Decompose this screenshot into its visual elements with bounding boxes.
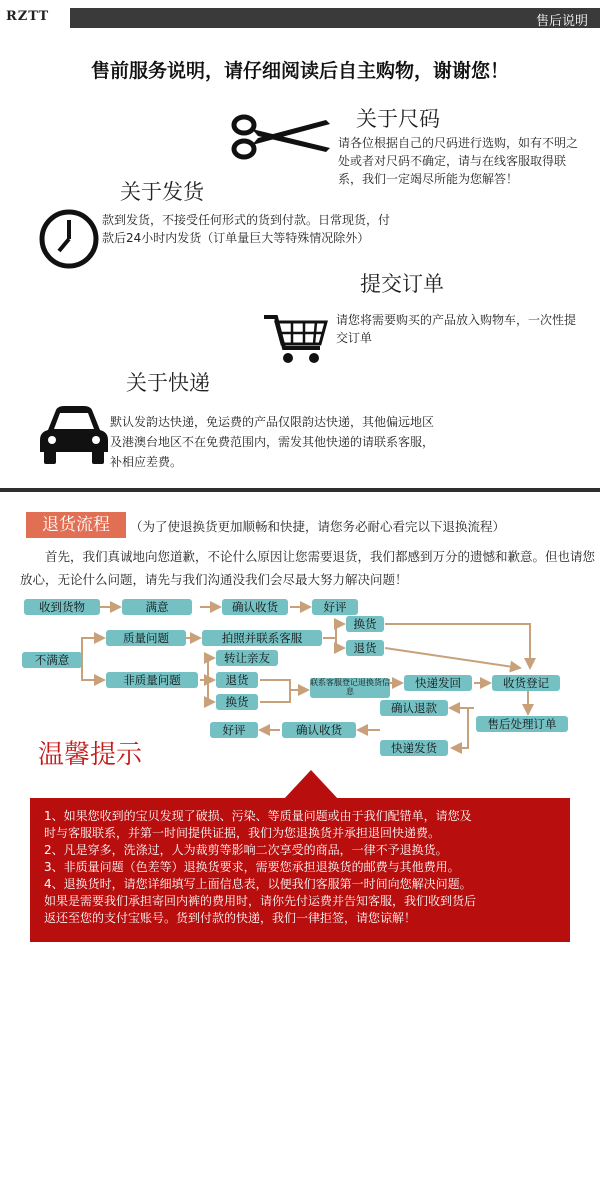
express-text: 默认发韵达快递，免运费的产品仅限韵达快递，其他偏远地区及港澳台地区不在免费范围内，需发其他快递的请联系客服，补相应差费。	[110, 415, 435, 469]
flow-node-unsatisfied: 不满意	[22, 652, 82, 668]
flow-node-register-info: 联系客服登记退换货信息	[310, 678, 390, 696]
shipping-text: 款到发货，不接受任何形式的货到付款。日常现货，付款后24小时内发货（订单量巨大等特殊情况除外）	[102, 213, 391, 245]
shopping-cart-icon	[262, 312, 328, 370]
returns-tag: 退货流程	[26, 512, 126, 538]
flow-node-good-review-b: 好评	[210, 722, 258, 738]
size-text: 请各位根据自己的尺码进行选购，如有不明之处或者对尺码不确定，请与在线客服取得联系，我们一定竭尽所能为您解答！	[338, 136, 579, 186]
tip-line: 时与客服联系，并第一时间提供证据，我们为您退换货并承担退回快递费。	[44, 826, 441, 840]
tip-line: 3、非质量问题（色差等）退换货要求，需要您承担退换货的邮费与其他费用。	[44, 860, 460, 874]
brand-logo: RZTT	[6, 9, 50, 24]
flow-node-confirm-refund: 确认退款	[380, 700, 448, 716]
flow-node-receive-register: 收货登记	[492, 675, 560, 691]
tip-line: 4、退换货时，请您详细填写上面信息表，以便我们客服第一时间向您解决问题。	[44, 877, 472, 891]
tip-line: 1、如果您收到的宝贝发现了破损、污染、等质量问题或由于我们配错单，请您及	[44, 809, 472, 823]
flow-node-photo-contact: 拍照并联系客服	[202, 630, 322, 646]
order-text: 请您将需要购买的产品放入购物车，一次性提交订单	[336, 313, 577, 345]
returns-intro: 首先，我们真诚地向您道歉，不论什么原因让您需要退货，我们都感到万分的遗憾和歉意。但也请您放心，无论什么问题，请先与我们沟通没我们会尽最大努力解决问题！	[20, 549, 596, 587]
section-divider	[0, 488, 600, 492]
tips-pointer	[283, 770, 339, 800]
flow-node-confirm-receipt-b: 确认收货	[282, 722, 356, 738]
flow-node-exchange-a: 换货	[346, 616, 384, 632]
tips-text	[44, 808, 564, 927]
flow-node-after-sales: 售后处理订单	[476, 716, 568, 732]
size-title: 关于尺码	[356, 107, 440, 131]
flow-node-ship-back: 快递发回	[404, 675, 472, 691]
scissors-icon	[228, 112, 332, 166]
flow-node-ship-goods: 快递发货	[380, 740, 448, 756]
tip-line: 如果是需要我们承担寄回内裤的费用时，请你先付运费并告知客服，我们收到货后	[44, 894, 477, 908]
header-bar	[0, 0, 600, 30]
flow-node-received: 收到货物	[24, 599, 100, 615]
flow-node-confirm-receipt: 确认收货	[222, 599, 288, 615]
flow-node-satisfied: 满意	[122, 599, 192, 615]
tip-line: 返还至您的支付宝账号。货到付款的快递，我们一律拒签，请您谅解！	[44, 911, 417, 925]
tip-line: 2、凡是穿多，洗涤过，人为裁剪等影响二次享受的商品，一律不予退换货。	[44, 843, 448, 857]
express-title: 关于快递	[126, 371, 210, 395]
shipping-title: 关于发货	[120, 180, 204, 204]
flow-node-quality-issue: 质量问题	[106, 630, 186, 646]
flow-node-exchange-b: 换货	[216, 694, 258, 710]
section-label: 售后说明	[535, 14, 588, 29]
flow-node-good-review: 好评	[312, 599, 358, 615]
clock-icon	[38, 208, 100, 274]
flow-node-non-quality: 非质量问题	[106, 672, 198, 688]
flow-node-return-a: 退货	[346, 640, 384, 656]
tips-title: 温馨提示	[38, 740, 143, 770]
car-icon	[38, 404, 110, 470]
order-title: 提交订单	[360, 272, 444, 296]
pre-sale-title: 售前服务说明，请仔细阅读后自主购物，谢谢您！	[90, 60, 509, 82]
flow-node-return-b: 退货	[216, 672, 258, 688]
flow-node-transfer-friend: 转让亲友	[216, 650, 278, 666]
returns-subtitle: （为了使退换货更加顺畅和快捷，请您务必耐心看完以下退换流程）	[130, 519, 506, 534]
header-strip	[70, 8, 600, 28]
